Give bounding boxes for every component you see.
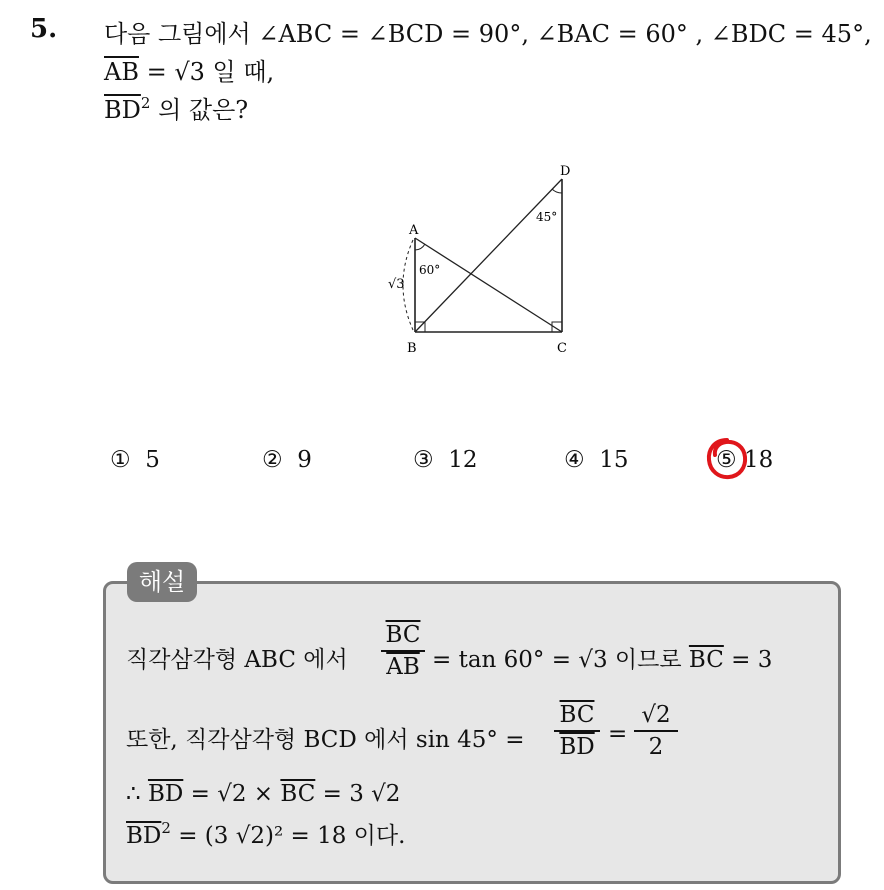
segment-ab: $\overline{AB}$ <box>104 58 139 86</box>
choice-4-value: 15 <box>599 447 629 473</box>
choice-1[interactable] <box>110 447 160 473</box>
fraction-bc-bd <box>554 702 600 760</box>
side-ab-label: √3 <box>388 277 405 292</box>
fraction-root2-2-denominator: 2 <box>648 734 664 760</box>
choice-1-mark: ① <box>110 447 131 473</box>
exponent: 2 <box>140 94 151 112</box>
segment-bc: $\overline{BC}$ <box>688 647 724 673</box>
fraction-root2-2-numerator: √2 <box>641 702 671 728</box>
fraction-root2-2 <box>634 702 678 760</box>
segment-ac-line <box>415 238 562 332</box>
choice-5-mark: ⑤ <box>716 447 737 473</box>
fraction-bc-ab-numerator: $\overline{BC}$ <box>385 622 421 648</box>
therefore-symbol: ∴ <box>126 781 148 807</box>
solution-line-1-mid-text: = tan 60° = √3 이므로 <box>432 647 682 673</box>
fraction-bc-bd-numerator: $\overline{BC}$ <box>559 702 595 728</box>
choice-2[interactable] <box>262 447 312 473</box>
question-line-1: 다음 그림에서 ∠ABC = ∠BCD = 90°, ∠BAC = 60° , ∠BDC = 45°, <box>104 20 872 48</box>
label-c: C <box>557 341 567 356</box>
choice-1-value: 5 <box>145 447 160 473</box>
choice-4-mark: ④ <box>564 447 585 473</box>
answer-circle-mark <box>704 436 750 482</box>
triangle-figure <box>375 155 585 360</box>
choice-3[interactable] <box>413 447 478 473</box>
angle-a-label: 60° <box>419 263 441 277</box>
segment-bd-line <box>415 179 562 332</box>
solution-line-2-pre: 또한, 직각삼각형 BCD 에서 sin 45° = <box>126 727 525 753</box>
question-line-2 <box>104 52 274 87</box>
label-b: B <box>407 341 417 356</box>
question-line-3-rest: 의 값은? <box>150 96 249 124</box>
question-line-3 <box>104 90 248 125</box>
question-line-2-rest: = √3 일 때, <box>138 58 275 86</box>
solution-line-2-eq: = <box>608 721 628 747</box>
fraction-bc-ab-denominator: AB <box>386 654 420 680</box>
choice-5-value: 18 <box>743 447 774 473</box>
choice-3-value: 12 <box>448 447 478 473</box>
solution-line-4 <box>126 817 405 850</box>
fraction-bc-ab <box>381 622 425 680</box>
choice-3-mark: ③ <box>413 447 434 473</box>
solution-line-1-end: = 3 <box>723 647 773 673</box>
fraction-bc-bd-denominator: BD <box>559 734 595 760</box>
angle-a-arc <box>415 244 425 250</box>
choice-2-mark: ② <box>262 447 283 473</box>
solution-line-3-mid: = √2 × <box>183 781 281 807</box>
label-a: A <box>409 223 419 238</box>
choice-2-value: 9 <box>297 447 312 473</box>
segment-bd-2: $\overline{BD}$ <box>147 781 184 807</box>
angle-d-label: 45° <box>536 210 558 224</box>
solution-line-4-rest: = (3 √2)² = 18 이다. <box>170 823 406 849</box>
segment-bc-2: $\overline{BC}$ <box>280 781 316 807</box>
solution-line-1-pre: 직각삼각형 ABC 에서 <box>126 647 348 673</box>
segment-bd-3: $\overline{BD}$ <box>126 823 162 849</box>
exponent-2: 2 <box>161 819 171 837</box>
solution-line-3 <box>126 781 400 807</box>
solution-line-3-end: = 3 √2 <box>315 781 401 807</box>
choice-4[interactable] <box>564 447 629 473</box>
solution-line-1-mid <box>432 641 772 674</box>
solution-tab: 해설 <box>127 562 197 602</box>
question-number: 5. <box>30 14 58 44</box>
segment-bd: $\overline{BD}$ <box>104 96 141 124</box>
angle-d-arc <box>552 189 562 193</box>
label-d: D <box>560 164 571 179</box>
